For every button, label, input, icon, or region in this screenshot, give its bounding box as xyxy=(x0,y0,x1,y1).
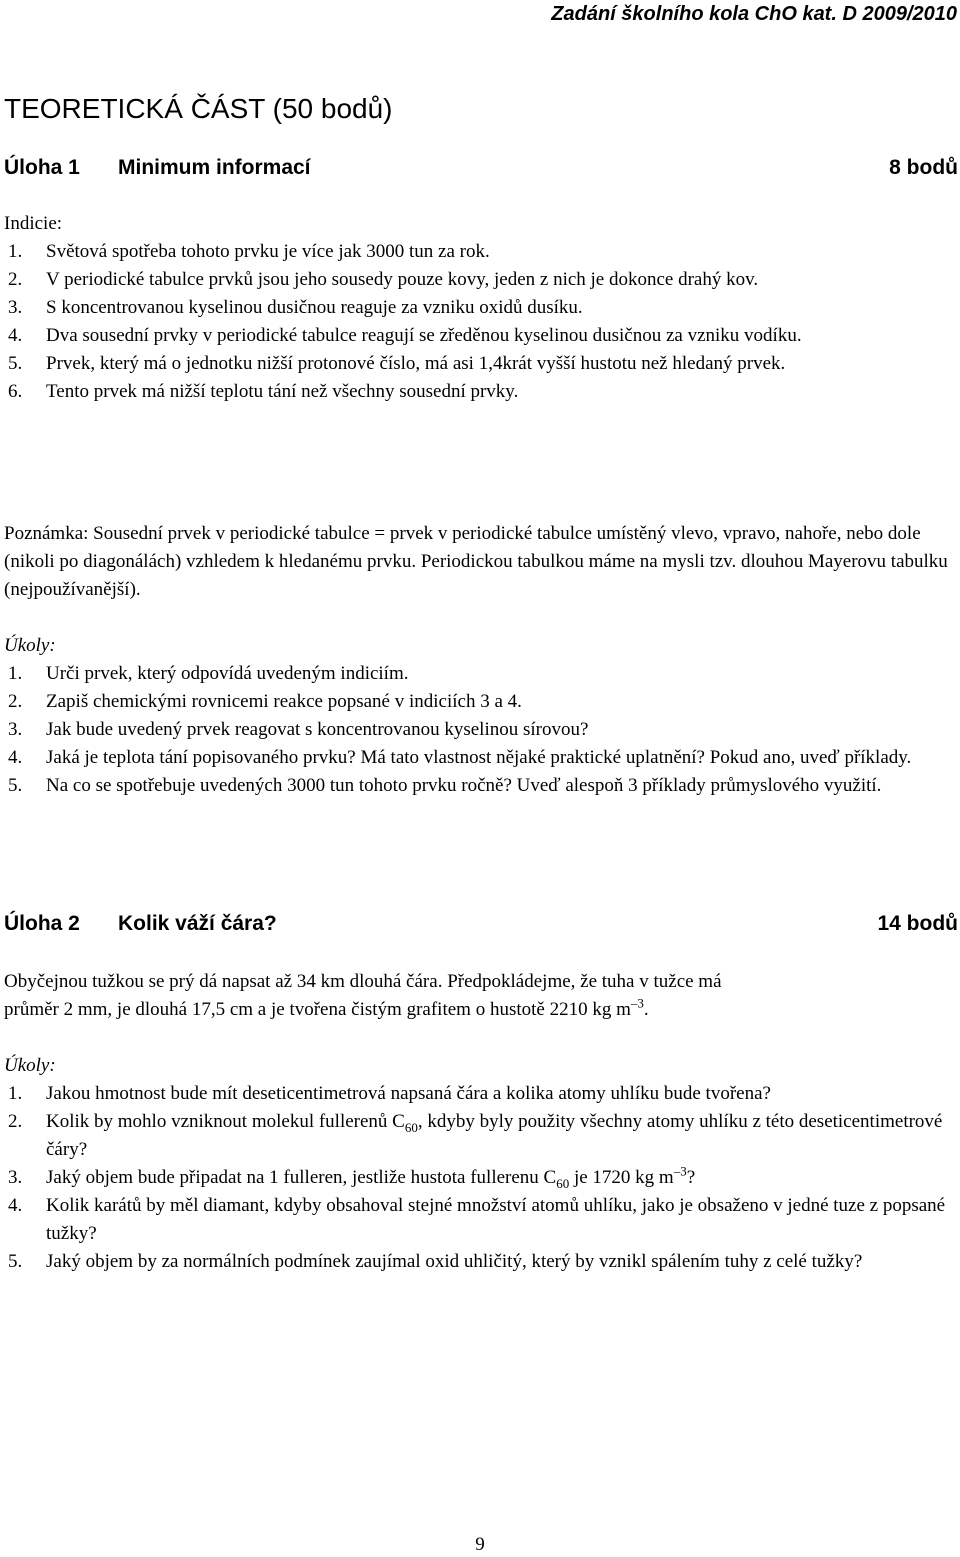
clue-item: 6. Tento prvek má nižší teplotu tání než všechny sousední prvky. xyxy=(8,381,519,402)
clue-item: 4. Dva sousední prvky v periodické tabulce reagují se zředěnou kyselinou dusičnou za vzniku vodíku. xyxy=(8,325,802,346)
clue-item: 1. Světová spotřeba tohoto prvku je více jak 3000 tun za rok. xyxy=(8,241,490,262)
part-title: TEORETICKÁ ČÁST (50 bodů) xyxy=(4,93,393,124)
tasks-label: Úkoly: xyxy=(4,635,56,656)
task1-name: Minimum informací xyxy=(118,156,311,179)
question-item: 3. Jak bude uvedený prvek reagovat s koncentrovanou kyselinou sírovou? xyxy=(8,719,589,740)
question-item: 1. Urči prvek, který odpovídá uvedeným indiciím. xyxy=(8,663,409,684)
task2-intro-line2: průměr 2 mm, je dlouhá 17,5 cm a je tvořena čistým grafitem o hustotě 2210 kg $m^{-3}$. xyxy=(4,995,649,1020)
task2-intro xyxy=(4,968,954,1024)
task2-questions xyxy=(4,1052,954,1276)
task2-name: Kolik váží čára? xyxy=(118,912,277,935)
question-item: 5. Jaký objem by za normálních podmínek zaujímal oxid uhličitý, který by vznikl spálením tuhy z celé tužky? xyxy=(8,1251,863,1272)
question-item: 2. Kolik by mohlo vzniknout molekul fullerenů $C_{60}$, kdyby byly použity všechny atomy uhlíku z této deseticentimetrové čáry? xyxy=(8,1111,943,1160)
question-item: 2. Zapiš chemickými rovnicemi reakce popsané v indiciích 3 a 4. xyxy=(8,691,522,712)
question-item: 3. Jaký objem bude připadat na 1 fulleren, jestliže hustota fullerenu $C_{60}$ je 1720 kg $m^{-3}$? xyxy=(8,1163,696,1191)
clues-list xyxy=(4,238,954,406)
question-item: 4. Kolik karátů by měl diamant, kdyby obsahoval stejné množství atomů uhlíku, jako je obsaženo v jedné tuze z popsané tužky? xyxy=(8,1195,946,1244)
clue-item: 5. Prvek, který má o jednotku nižší protonové číslo, má asi 1,4krát vyšší hustotu než hledaný prvek. xyxy=(8,353,786,374)
clues-label: Indicie: xyxy=(4,213,63,234)
task2-question-list xyxy=(4,1080,954,1276)
task2-points: 14 bodů xyxy=(877,912,958,935)
clue-item: 3. S koncentrovanou kyselinou dusičnou reaguje za vzniku oxidů dusíku. xyxy=(8,297,583,318)
clue-item: 2. V periodické tabulce prvků jsou jeho sousedy pouze kovy, jeden z nich je dokonce drahý kov. xyxy=(8,269,759,290)
task1-questions xyxy=(4,632,954,800)
task1-points: 8 bodů xyxy=(889,156,958,179)
task2-intro-line1: Obyčejnou tužkou se prý dá napsat až 34 km dlouhá čára. Předpokládejme, že tuha v tužce má xyxy=(4,971,722,992)
question-item: 1. Jakou hmotnost bude mít deseticentimetrová napsaná čára a kolika atomy uhlíku bude tvořena? xyxy=(8,1083,771,1104)
running-header: Zadání školního kola ChO kat. D 2009/2010 xyxy=(551,3,957,25)
page-number: 9 xyxy=(475,1534,485,1555)
tasks-label: Úkoly: xyxy=(4,1055,56,1076)
task1-note: Poznámka: Sousední prvek v periodické tabulce = prvek v periodické tabulce umístěný vlevo, vpravo, nahoře, nebo dole (nikoli po diagonálách) vzhledem k hledanému prvku. Periodickou tabulkou máme na mysli tzv. dlouhou Mayerovu tabulku (nejpoužívanější). xyxy=(4,523,948,600)
question-item: 4. Jaká je teplota tání popisovaného prvku? Má tato vlastnost nějaké praktické uplatnění? Pokud ano, uveď příklady. xyxy=(8,747,912,768)
task1-clues xyxy=(4,210,954,406)
task1-question-list xyxy=(4,660,954,800)
task2-number: Úloha 2 xyxy=(4,912,80,935)
question-item: 5. Na co se spotřebuje uvedených 3000 tun tohoto prvku ročně? Uveď alespoň 3 příklady průmyslového využití. xyxy=(8,775,882,796)
task1-number: Úloha 1 xyxy=(4,156,80,179)
